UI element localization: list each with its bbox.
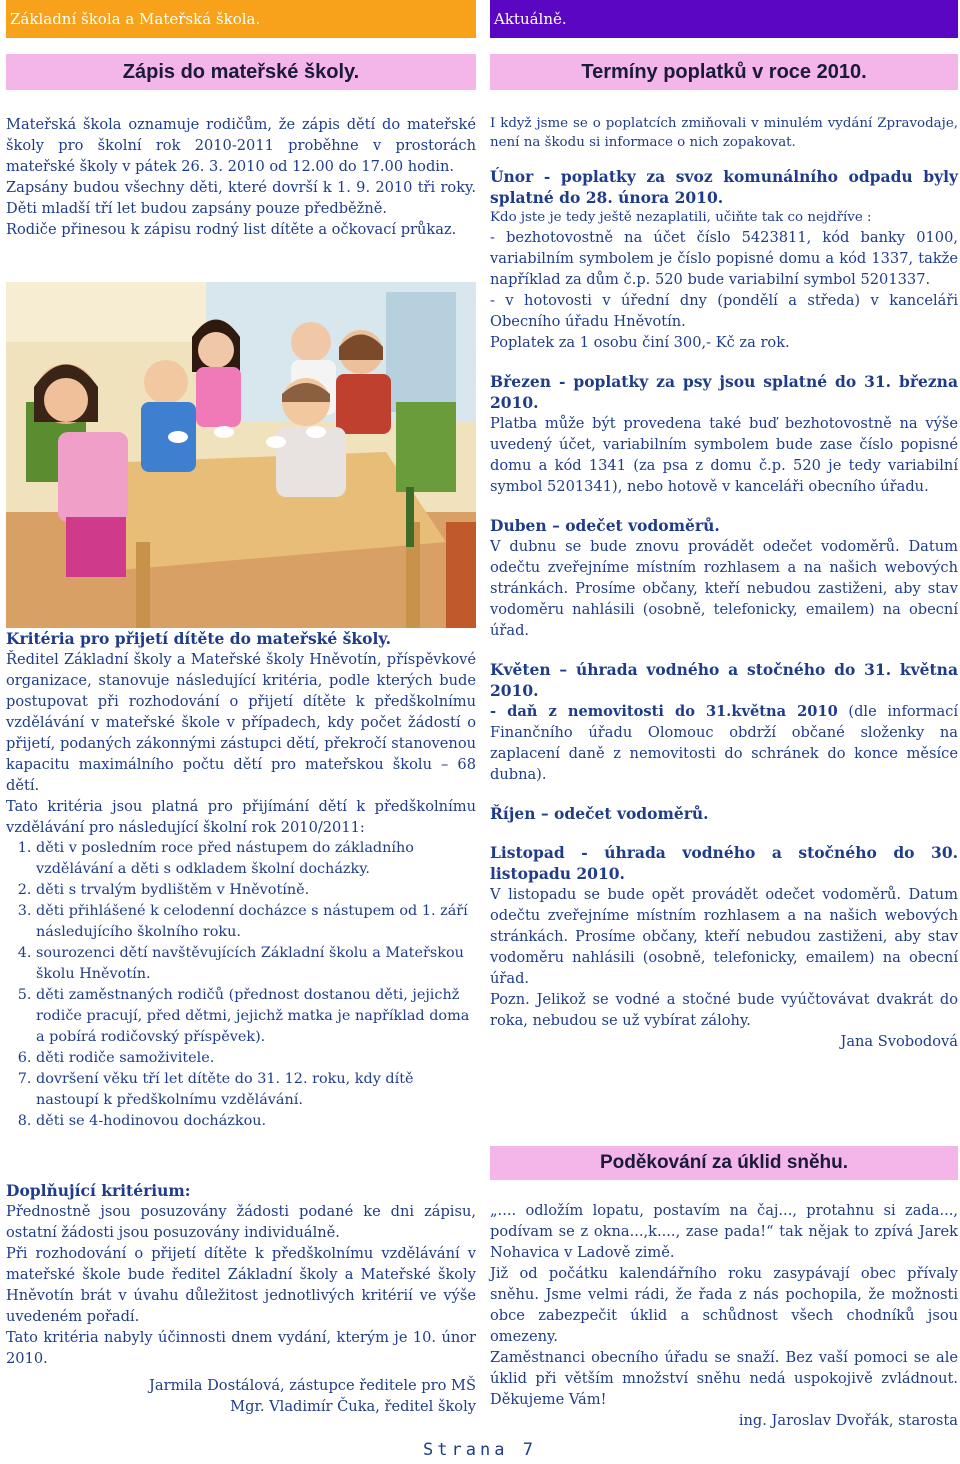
fees-title-box: Termíny poplatků v roce 2010. xyxy=(490,54,958,90)
section-header-right: Aktuálně. xyxy=(490,0,958,38)
criteria-paragraph: Tato kritéria jsou platná pro přijímání dětí k předškolnímu vzdělávání pro následující školní rok 2010/2011: xyxy=(6,798,476,836)
criteria-title: Kritéria pro přijetí dítěte do mateřské školy. xyxy=(6,629,391,648)
list-item: 8. děti se 4-hodinovou docházkou. xyxy=(36,1111,476,1132)
list-item: 2. děti s trvalým bydlištěm v Hněvotíně. xyxy=(36,880,476,901)
criteria-paragraph: Ředitel Základní školy a Mateřské školy Hněvotín, příspěvkové organizace, stanovuje následující kritéria, podle kterých bude postupovat při rozhodování o přijetí dítěte k předškolnímu vzdělávání v mateřské škole v případech, kdy počet žádostí o přijetí, podaných zákonnými zástupci dětí, překročí stanovenou kapacitu maximálního počtu dětí pro mateřskou školu – 68 dětí. xyxy=(6,651,476,794)
list-item: 7. dovršení věku tří let dítěte do 31. 12. roku, kdy dítě nastoupí k předškolnímu vzdělávání. xyxy=(36,1069,476,1111)
snow-paragraph: „.... odložím lopatu, postavím na čaj..., protahnu si zada..., podívam se z okna...,k...., zase pada!“ tak nějak to zpívá Jarek Nohavica v Ladově zimě. xyxy=(490,1202,958,1261)
children-at-table-photo xyxy=(6,282,476,628)
list-item: 4. sourozenci dětí navštěvujících Základní školu a Mateřskou školu Hněvotín. xyxy=(36,943,476,985)
list-item: 3. děti přihlášené k celodenní docházce s nástupem od 1. září následujícího školního roku. xyxy=(36,901,476,943)
november-title: Listopad - úhrada vodného a stočného do 30. listopadu 2010. xyxy=(490,843,958,883)
november-paragraph: Pozn. Jelikož se vodné a stočné bude vyúčtovávat dvakrát do roka, nebudou se už vybírat zálohy. xyxy=(490,991,958,1029)
snow-paragraph: Již od počátku kalendářního roku zasypávají obec přívaly sněhu. Jsme velmi rádi, že řada z nás pochopila, že možnosti obce zabezpečit úklid a schůdnost všech chodníků jsou omezeny. xyxy=(490,1265,958,1345)
enrollment-title-box: Zápis do mateřské školy. xyxy=(6,54,476,90)
february-paragraph: Kdo jste je tedy ještě nezaplatili, učiňte tak co nejdříve : xyxy=(490,210,872,225)
february-paragraph: - v hotovosti v úřední dny (pondělí a středa) v kanceláři Obecního úřadu Hněvotín. xyxy=(490,292,958,330)
supplementary-paragraph: Tato kritéria nabyly účinnosti dnem vydání, kterým je 10. únor 2010. xyxy=(6,1329,476,1367)
april-paragraph: V dubnu se bude znovu provádět odečet vodoměrů. Datum odečtu zveřejníme místním rozhlasem a na našich webových stránkách. Prosíme občany, kteří nebudou zastiženi, aby stav vodoměru nahlásili (osobně, telefonicky, emailem) na obecní úřad. xyxy=(490,538,958,639)
fees-section xyxy=(490,114,958,1052)
supplementary-title: Doplňující kritérium: xyxy=(6,1181,191,1200)
february-title: Únor - poplatky za svoz komunálního odpadu byly splatné do 28. února 2010. xyxy=(490,167,958,207)
right-column xyxy=(490,0,958,1429)
criteria-list xyxy=(6,838,476,1132)
snow-section xyxy=(490,1200,958,1431)
page-number: Strana 7 xyxy=(423,1440,537,1460)
may-title: Květen – úhrada vodného a stočného do 31. května 2010. xyxy=(490,660,958,700)
signature: Jarmila Dostálová, zástupce ředitele pro MŠ xyxy=(149,1377,476,1394)
left-column xyxy=(6,0,476,1415)
october-title: Říjen – odečet vodoměrů. xyxy=(490,804,709,823)
signature: Mgr. Vladimír Čuka, ředitel školy xyxy=(230,1398,476,1415)
criteria-section xyxy=(6,628,476,1132)
march-title: Březen - poplatky za psy jsou splatné do 31. března 2010. xyxy=(490,372,958,412)
list-item: 5. děti zaměstnaných rodičů (přednost dostanou děti, jejichž rodiče pracují, před dětmi, jejichž matka je například doma a pobírá rodičovský příspěvek). xyxy=(36,985,476,1048)
intro-paragraph: Rodiče přinesou k zápisu rodný list dítěte a očkovací průkaz. xyxy=(6,221,457,238)
signature: ing. Jaroslav Dvořák, starosta xyxy=(738,1412,958,1429)
section-header-left: Základní škola a Mateřská škola. xyxy=(6,0,476,38)
february-paragraph: Poplatek za 1 osobu činí 300,- Kč za rok. xyxy=(490,334,790,351)
intro-paragraph: Zapsány budou všechny děti, které dovrší k 1. 9. 2010 tři roky. Děti mladší tří let budou zapsány pouze předběžně. xyxy=(6,179,476,217)
signature: Jana Svobodová xyxy=(840,1033,958,1050)
may-paragraph xyxy=(490,701,958,785)
may-tax-text: (dle informací Finančního úřadu Olomouc obdrží občané složenky na zaplacení daně z nemovitosti do schránek do konce měsíce dubna). xyxy=(490,703,958,783)
snow-title-box: Poděkování za úklid sněhu. xyxy=(490,1146,958,1180)
supplementary-section xyxy=(6,1180,476,1417)
supplementary-paragraph: Přednostně jsou posuzovány žádosti podané ke dni zápisu, ostatní žádosti jsou posuzovány individuálně. xyxy=(6,1203,476,1241)
november-paragraph: V listopadu se bude opět provádět odečet vodoměrů. Datum odečtu zveřejníme místním rozhlasem a na našich webových stránkách. Prosíme občany, kteří nebudou zastiženi, aby stav vodoměru nahlásili (osobně, telefonicky, emailem) na obecní úřad. xyxy=(490,886,958,987)
list-item: 1. děti v posledním roce před nástupem do základního vzdělávání a děti s odkladem školní docházky. xyxy=(36,838,476,880)
supplementary-paragraph: Při rozhodování o přijetí dítěte k předškolnímu vzdělávání v mateřské škole bude ředitel Základní školy a Mateřské školy Hněvotín brát v úvahu důležitost jednotlivých kritérií ve výše uvedeném pořadí. xyxy=(6,1245,476,1325)
snow-paragraph: Zaměstnanci obecního úřadu se snaží. Bez vaší pomoci se ale úklid při větším množství sněhu nedá uspokojivě zvládnout. Děkujeme Vám! xyxy=(490,1349,958,1408)
march-paragraph: Platba může být provedena také buď bezhotovostně na výše uvedený účet, variabilním symbolem bude zase číslo popisné domu a kód 1341 (za psa z domu č.p. 520 je tedy variabilní symbol 5201341), nebo hotově v kanceláři obecního úřadu. xyxy=(490,415,958,495)
fees-intro: I když jsme se o poplatcích zmiňovali v minulém vydání Zpravodaje, není na škodu si informace o nich zopakovat. xyxy=(490,116,958,150)
february-paragraph: - bezhotovostně na účet číslo 5423811, kód banky 0100, variabilním symbolem je číslo popisné domu a kód 1337, takže například za dům č.p. 520 bude variabilní symbol 5201337. xyxy=(490,229,958,288)
intro-paragraph: Mateřská škola oznamuje rodičům, že zápis dětí do mateřské školy pro školní rok 2010-2011 proběhne v prostorách mateřské školy v pátek 26. 3. 2010 od 12.00 do 17.00 hodin. xyxy=(6,116,476,175)
may-tax-label: - daň z nemovitosti do 31.května 2010 xyxy=(490,703,838,720)
list-item: 6. děti rodiče samoživitele. xyxy=(36,1048,476,1069)
april-title: Duben – odečet vodoměrů. xyxy=(490,516,720,535)
enrollment-intro xyxy=(6,114,476,240)
